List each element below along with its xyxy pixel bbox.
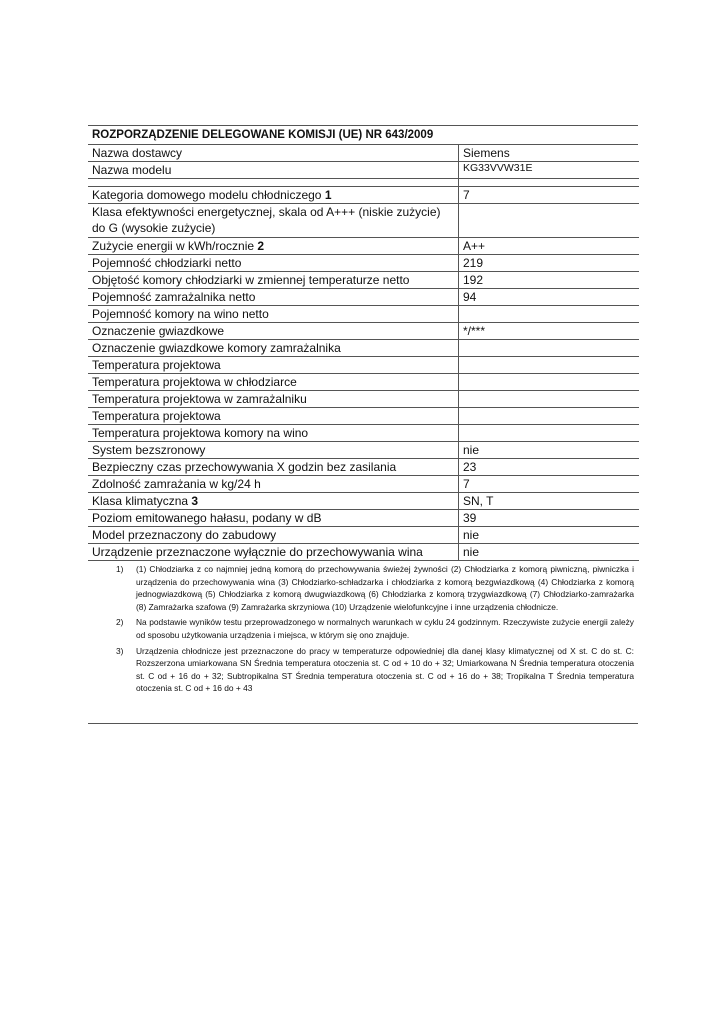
footnote-item	[88, 563, 638, 613]
table-row	[88, 544, 639, 561]
row-label-text: Temperatura projektowa	[92, 358, 221, 372]
row-value	[459, 187, 640, 204]
row-value-text: 219	[463, 256, 484, 270]
row-label	[88, 204, 459, 238]
row-value	[459, 493, 640, 510]
row-label	[88, 179, 459, 187]
row-label	[88, 357, 459, 374]
row-label-text: Zużycie energii w kWh/rocznie	[92, 239, 258, 253]
row-value	[459, 179, 640, 187]
row-label-text: Klasa klimatyczna	[92, 494, 192, 508]
row-value-text: 7	[463, 477, 470, 491]
row-label	[88, 289, 459, 306]
table-row	[88, 340, 639, 357]
row-value-text: 23	[463, 460, 477, 474]
row-label-text: Poziom emitowanego hałasu, podany w dB	[92, 511, 322, 525]
row-label-text: Zdolność zamrażania w kg/24 h	[92, 477, 261, 491]
table-row	[88, 391, 639, 408]
row-label	[88, 255, 459, 272]
table-row	[88, 255, 639, 272]
row-label	[88, 187, 459, 204]
row-label-text: Urządzenie przeznaczone wyłącznie do przechowywania wina	[92, 545, 423, 559]
row-value	[459, 272, 640, 289]
row-value-text: nie	[463, 528, 480, 542]
table-row	[88, 323, 639, 340]
row-value	[459, 459, 640, 476]
row-value	[459, 162, 640, 179]
footnote-number: 1)	[116, 564, 124, 574]
row-value	[459, 289, 640, 306]
row-label	[88, 238, 459, 255]
table-row	[88, 476, 639, 493]
table-row	[88, 187, 639, 204]
table-row	[88, 442, 639, 459]
table-row	[88, 145, 639, 162]
footnote-ref: 2	[257, 239, 265, 253]
row-label	[88, 459, 459, 476]
row-value	[459, 391, 640, 408]
table-row	[88, 289, 639, 306]
footnote-text: (1) Chłodziarka z co najmniej jedną komorą do przechowywania świeżej żywności (2) Chłodziarka z komorą piwniczną, piwniczka i urządzenia do przechowywania wina (3) Chłodziarko-schładzarka i chłodziarka z komorą bezgwiazdkową (4) Chłodziarka z komorą jednogwiazdkową (5) Chłodziarka z komorą dwugwiazdkową (6) Chłodziarka z komorą trzygwiazdkową (7) Chłodziarko-zamrażarka (8) Zamrażarka szafowa (9) Zamrażarka skrzyniowa (10) Urządzenie wielofunkcyjne i inne urządzenia chłodnicze.	[136, 564, 634, 612]
row-value	[459, 323, 640, 340]
row-label	[88, 391, 459, 408]
row-label-text: Nazwa modelu	[92, 163, 172, 177]
table-row	[88, 408, 639, 425]
footnote-text: Urządzenia chłodnicze jest przeznaczone do pracy w temperaturze odpowiedniej dla danej klasy klimatycznej od X st. C do st. C: Rozszerzona umiarkowana SN Średnia temperatura otoczenia st. C od + 10 do + 32; Umiarkowana N Średnia temperatura otoczenia st. C od + 16 do + 32; Subtropikalna ST Średnia temperatura otoczenia st. C od + 16 do + 38; Tropikalna T Średnia temperatura otoczenia st. C od + 16 do + 43	[136, 645, 634, 694]
energy-label-sheet	[88, 125, 638, 698]
table-row	[88, 238, 639, 255]
row-label	[88, 425, 459, 442]
row-label-text: Oznaczenie gwiazdkowe komory zamrażalnika	[92, 341, 341, 355]
row-value-text: nie	[463, 443, 480, 457]
footnote-number: 2)	[116, 617, 124, 628]
footnote-item	[88, 616, 638, 641]
row-value	[459, 306, 640, 323]
row-label	[88, 408, 459, 425]
table-row	[88, 374, 639, 391]
row-label	[88, 340, 459, 357]
footnotes	[88, 563, 638, 695]
row-value	[459, 476, 640, 493]
row-label-text: Klasa efektywności energetycznej, skala od A+++ (niskie zużycie) do G (wysokie zużycie)	[92, 205, 441, 235]
row-value	[459, 527, 640, 544]
row-label-text: Temperatura projektowa	[92, 409, 221, 423]
row-label-text: Pojemność zamrażalnika netto	[92, 290, 256, 304]
row-value	[459, 255, 640, 272]
table-row	[88, 493, 639, 510]
bottom-rule	[88, 723, 638, 724]
row-label	[88, 544, 459, 561]
table-row	[88, 306, 639, 323]
table-row	[88, 510, 639, 527]
row-label	[88, 145, 459, 162]
row-value-text: KG33VVW31E	[463, 162, 533, 174]
row-label	[88, 442, 459, 459]
row-value	[459, 408, 640, 425]
row-label-text: Nazwa dostawcy	[92, 146, 183, 160]
row-value-text: 192	[463, 273, 484, 287]
row-value	[459, 510, 640, 527]
row-label-text: Oznaczenie gwiazdkowe	[92, 324, 225, 338]
row-label-text: Pojemność komory na wino netto	[92, 307, 269, 321]
row-label-text: Kategoria domowego modelu chłodniczego	[92, 188, 325, 202]
row-label-text: Model przeznaczony do zabudowy	[92, 528, 277, 542]
row-label-text: System bezszronowy	[92, 443, 206, 457]
row-value-text: A++	[463, 239, 486, 253]
row-label	[88, 272, 459, 289]
row-label-text: Temperatura projektowa komory na wino	[92, 426, 309, 440]
row-label	[88, 323, 459, 340]
document-title: ROZPORZĄDZENIE DELEGOWANE KOMISJI (UE) NR 643/2009	[88, 125, 638, 145]
table-row	[88, 425, 639, 442]
row-value-text: 94	[463, 290, 477, 304]
row-value	[459, 374, 640, 391]
table-row	[88, 527, 639, 544]
row-label-text: Pojemność chłodziarki netto	[92, 256, 242, 270]
row-value-text: */***	[463, 324, 486, 338]
footnote-ref: 3	[191, 494, 199, 508]
row-value	[459, 357, 640, 374]
row-label	[88, 374, 459, 391]
row-label	[88, 493, 459, 510]
row-label-text: Temperatura projektowa w chłodziarce	[92, 375, 297, 389]
table-row	[88, 357, 639, 374]
row-value	[459, 145, 640, 162]
table-row	[88, 204, 639, 238]
row-value-text: nie	[463, 545, 480, 559]
table-row	[88, 459, 639, 476]
row-value-text: 7	[463, 188, 470, 202]
spec-table	[88, 145, 639, 561]
row-value	[459, 238, 640, 255]
row-value-text: 39	[463, 511, 477, 525]
row-label-text: Bezpieczny czas przechowywania X godzin bez zasilania	[92, 460, 397, 474]
table-row	[88, 179, 639, 187]
table-row	[88, 272, 639, 289]
table-row	[88, 162, 639, 179]
row-value	[459, 425, 640, 442]
row-label	[88, 476, 459, 493]
row-label	[88, 510, 459, 527]
row-label	[88, 306, 459, 323]
footnote-text: Na podstawie wyników testu przeprowadzonego w normalnych warunkach w cyklu 24 godzinnym. Rzeczywiste zużycie energii zależy od sposobu użytkowania urządzenia i miejsca, w którym się ono znajduje.	[136, 617, 634, 640]
row-value	[459, 340, 640, 357]
row-value	[459, 544, 640, 561]
footnote-number: 3)	[116, 645, 124, 656]
row-value-text: Siemens	[463, 146, 510, 160]
row-label	[88, 162, 459, 179]
row-value	[459, 204, 640, 238]
row-value-text: SN, T	[463, 494, 494, 508]
footnote-item	[88, 645, 638, 695]
footnote-ref: 1	[324, 188, 332, 202]
row-label-text: Temperatura projektowa w zamrażalniku	[92, 392, 307, 406]
row-value	[459, 442, 640, 459]
row-label	[88, 527, 459, 544]
row-label-text: Objętość komory chłodziarki w zmiennej temperaturze netto	[92, 273, 410, 287]
